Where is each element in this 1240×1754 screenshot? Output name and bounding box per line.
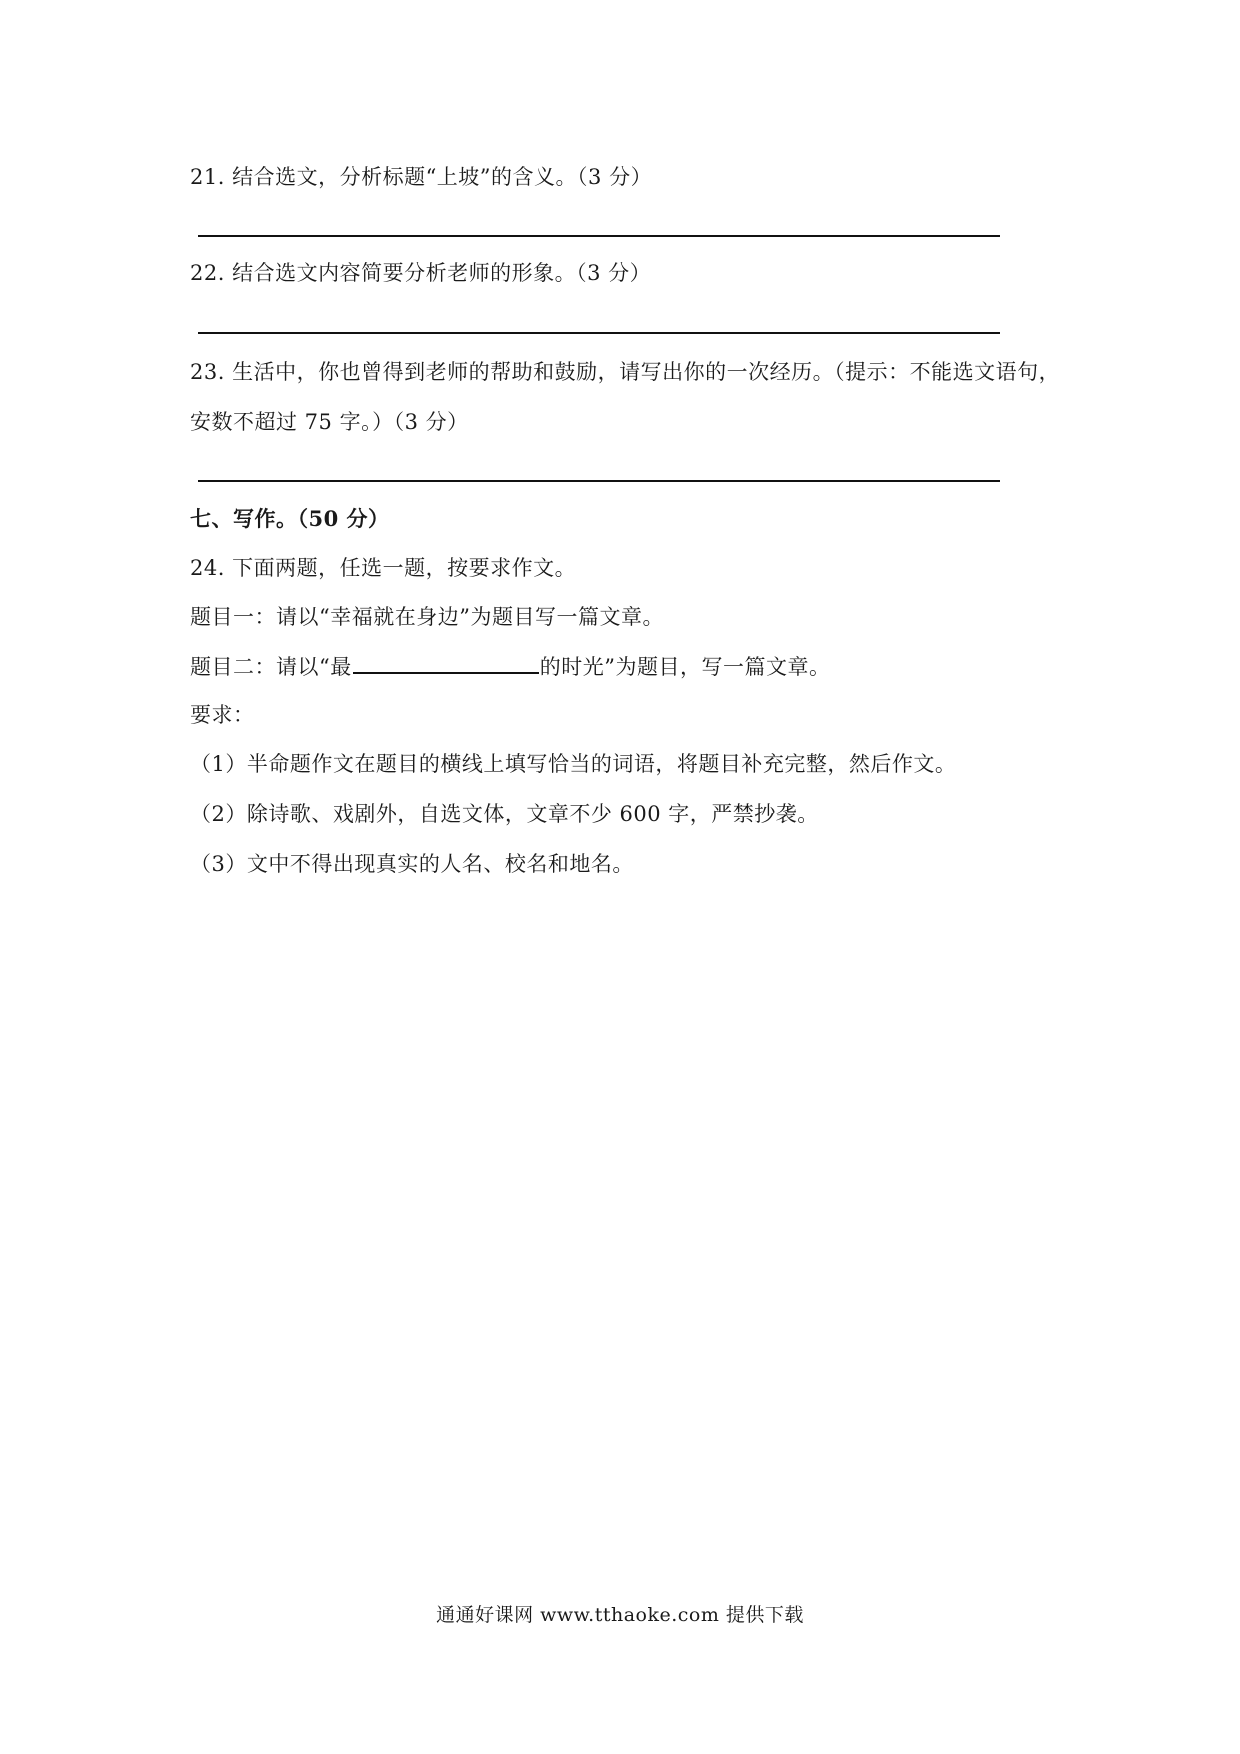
- requirement-2: （2）除诗歌、戏剧外，自选文体，文章不少 600 字，严禁抄袭。: [190, 802, 819, 826]
- topic-1: 题目一：请以“幸福就在身边”为题目写一篇文章。: [190, 605, 664, 629]
- requirements-label: 要求：: [190, 703, 255, 727]
- section-title-writing: 七、写作。（50 分）: [190, 506, 390, 531]
- requirement-3: （3）文中不得出现真实的人名、校名和地名。: [190, 852, 634, 876]
- topic-2-blank: [353, 652, 539, 674]
- question-23-line-2: 安数不超过 75 字。）（3 分）: [190, 410, 469, 434]
- answer-line-22: [198, 332, 1000, 334]
- question-21: 21. 结合选文，分析标题“上坡”的含义。（3 分）: [190, 165, 653, 189]
- question-23-line-1: 23. 生活中，你也曾得到老师的帮助和鼓励，请写出你的一次经历。（提示：不能选文语句，: [190, 360, 1061, 384]
- question-22: 22. 结合选文内容简要分析老师的形象。（3 分）: [190, 261, 652, 285]
- requirement-1: （1）半命题作文在题目的横线上填写恰当的词语，将题目补充完整，然后作文。: [190, 752, 957, 776]
- question-24: 24. 下面两题，任选一题，按要求作文。: [190, 556, 577, 580]
- answer-line-23: [198, 480, 1000, 482]
- topic-2-suffix: 的时光”为题目，写一篇文章。: [539, 655, 831, 679]
- topic-2-prefix: 题目二：请以“最: [190, 655, 352, 679]
- topic-2: [190, 652, 831, 681]
- answer-line-21: [198, 235, 1000, 237]
- footer-source: 通通好课网 www.tthaoke.com 提供下载: [436, 1604, 804, 1626]
